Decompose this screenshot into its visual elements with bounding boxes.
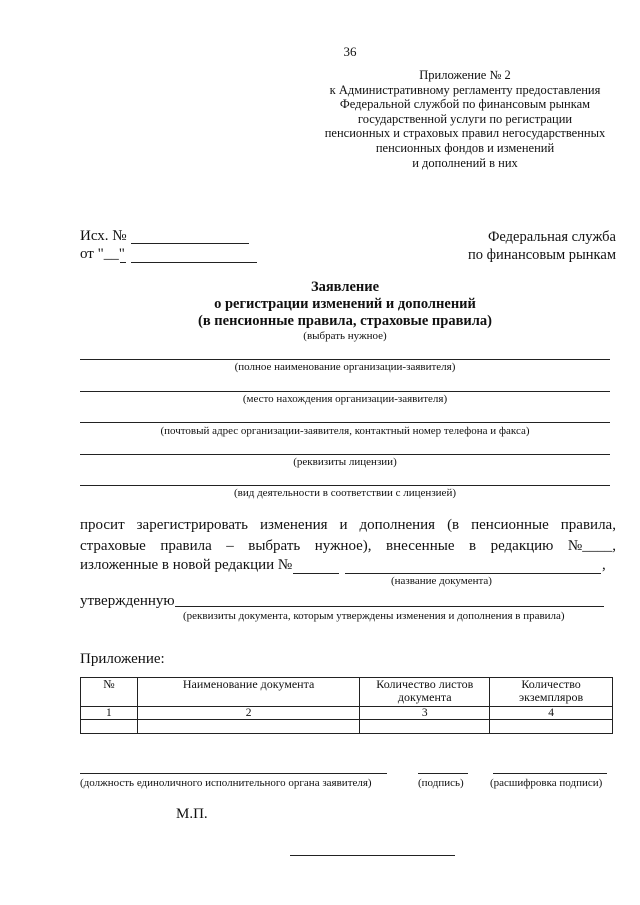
license-details-caption: (реквизиты лицензии)	[293, 456, 397, 468]
addressee-line: по финансовым рынкам	[467, 247, 616, 263]
column-number-3: 3	[360, 707, 490, 720]
column-number-2: 2	[137, 707, 360, 720]
appendix-line: пенсионных и страховых правил негосударственных	[324, 126, 606, 141]
word: выбрать	[248, 538, 301, 554]
word: страховые	[80, 538, 146, 554]
license-details-field[interactable]	[80, 454, 610, 455]
header-sheet-count: Количество листов документа	[360, 678, 490, 707]
table-row	[81, 720, 613, 734]
header-number: №	[81, 678, 138, 707]
appendix-line: и дополнений в них	[412, 155, 518, 170]
postal-address-caption: (почтовый адрес организации-заявителя, контактный номер телефона и факса)	[160, 425, 530, 437]
appendix-line: пенсионных фондов и изменений	[375, 140, 555, 155]
stamp-label: М.П.	[176, 806, 208, 822]
appendix-line: государственной услуги по регистрации	[357, 111, 573, 126]
request-line-1	[80, 515, 616, 536]
request-line-2	[80, 536, 616, 557]
header-copies-count: Количество экземпляров	[490, 678, 613, 707]
approving-document-field[interactable]	[175, 606, 604, 607]
outgoing-date-label: от "__"	[80, 246, 125, 262]
word: №____,	[567, 538, 616, 554]
attachment-table	[80, 677, 613, 734]
document-name-caption: (название документа)	[391, 575, 492, 587]
outgoing-date-field[interactable]	[131, 262, 257, 263]
page-number: 36	[343, 44, 357, 59]
bottom-line	[290, 855, 455, 856]
word: правила	[160, 538, 212, 554]
word: изменения	[260, 517, 328, 533]
outgoing-number-label: Исх. №	[80, 228, 127, 244]
position-caption: (должность единоличного исполнительного органа заявителя)	[80, 777, 372, 789]
document-name-field[interactable]	[345, 573, 601, 574]
column-number-4: 4	[490, 707, 613, 720]
appendix-line: Федеральной службой по финансовым рынкам	[339, 97, 591, 112]
organization-name-field[interactable]	[80, 359, 610, 360]
word: дополнения	[359, 517, 436, 533]
organization-location-field[interactable]	[80, 391, 610, 392]
word: внесенные	[386, 538, 455, 554]
addressee	[420, 228, 616, 264]
word: и	[339, 517, 348, 533]
comma: ,	[602, 557, 606, 573]
word: (в	[447, 517, 460, 533]
table-cell[interactable]	[81, 720, 138, 734]
word: –	[226, 538, 234, 554]
position-field[interactable]	[80, 773, 387, 774]
document-title	[80, 279, 610, 330]
addressee-line: Федеральная служба	[487, 229, 616, 245]
activity-type-field[interactable]	[80, 485, 610, 486]
header-document-name: Наименование документа	[137, 678, 360, 707]
word: в	[468, 538, 477, 554]
table-row	[81, 707, 613, 720]
word: правила,	[560, 517, 616, 533]
word: просит	[80, 517, 125, 533]
column-number-1: 1	[81, 707, 138, 720]
organization-location-caption: (место нахождения организации-заявителя)	[242, 393, 448, 405]
attachment-label: Приложение:	[80, 651, 165, 667]
appendix-header	[300, 68, 630, 170]
table-header-row	[81, 678, 613, 707]
new-edition-label: изложенные в новой редакции №	[80, 557, 293, 573]
word: пенсионные	[471, 517, 549, 533]
new-edition-number-field[interactable]	[293, 573, 339, 574]
postal-address-field[interactable]	[80, 422, 610, 423]
word: зарегистрировать	[136, 517, 249, 533]
title-line: (в пенсионные правила, страховые правила)	[198, 313, 492, 329]
organization-name-caption: (полное наименование организации-заявителя)	[234, 361, 456, 373]
request-paragraph	[80, 515, 616, 557]
word: редакцию	[490, 538, 554, 554]
signature-decoding-field[interactable]	[493, 773, 607, 774]
approving-document-caption: (реквизиты документа, которым утверждены изменения и дополнения в правила)	[183, 610, 565, 622]
appendix-line: Приложение № 2	[419, 68, 511, 82]
outgoing-number-field[interactable]	[131, 243, 249, 244]
title-line: о регистрации изменений и дополнений	[214, 296, 476, 312]
table-cell[interactable]	[490, 720, 613, 734]
word: нужное),	[314, 538, 372, 554]
approved-label: утвержденную	[80, 593, 175, 609]
signature-decoding-caption: (расшифровка подписи)	[490, 777, 603, 789]
outgoing-date-quote-field[interactable]	[120, 262, 126, 263]
table-cell[interactable]	[360, 720, 490, 734]
title-line: Заявление	[310, 279, 380, 295]
title-hint: (выбрать нужное)	[303, 330, 387, 342]
signature-caption: (подпись)	[418, 777, 464, 789]
signature-field[interactable]	[418, 773, 468, 774]
activity-type-caption: (вид деятельности в соответствии с лицензией)	[234, 487, 456, 499]
table-cell[interactable]	[137, 720, 360, 734]
appendix-line: к Административному регламенту предоставления	[329, 82, 601, 97]
